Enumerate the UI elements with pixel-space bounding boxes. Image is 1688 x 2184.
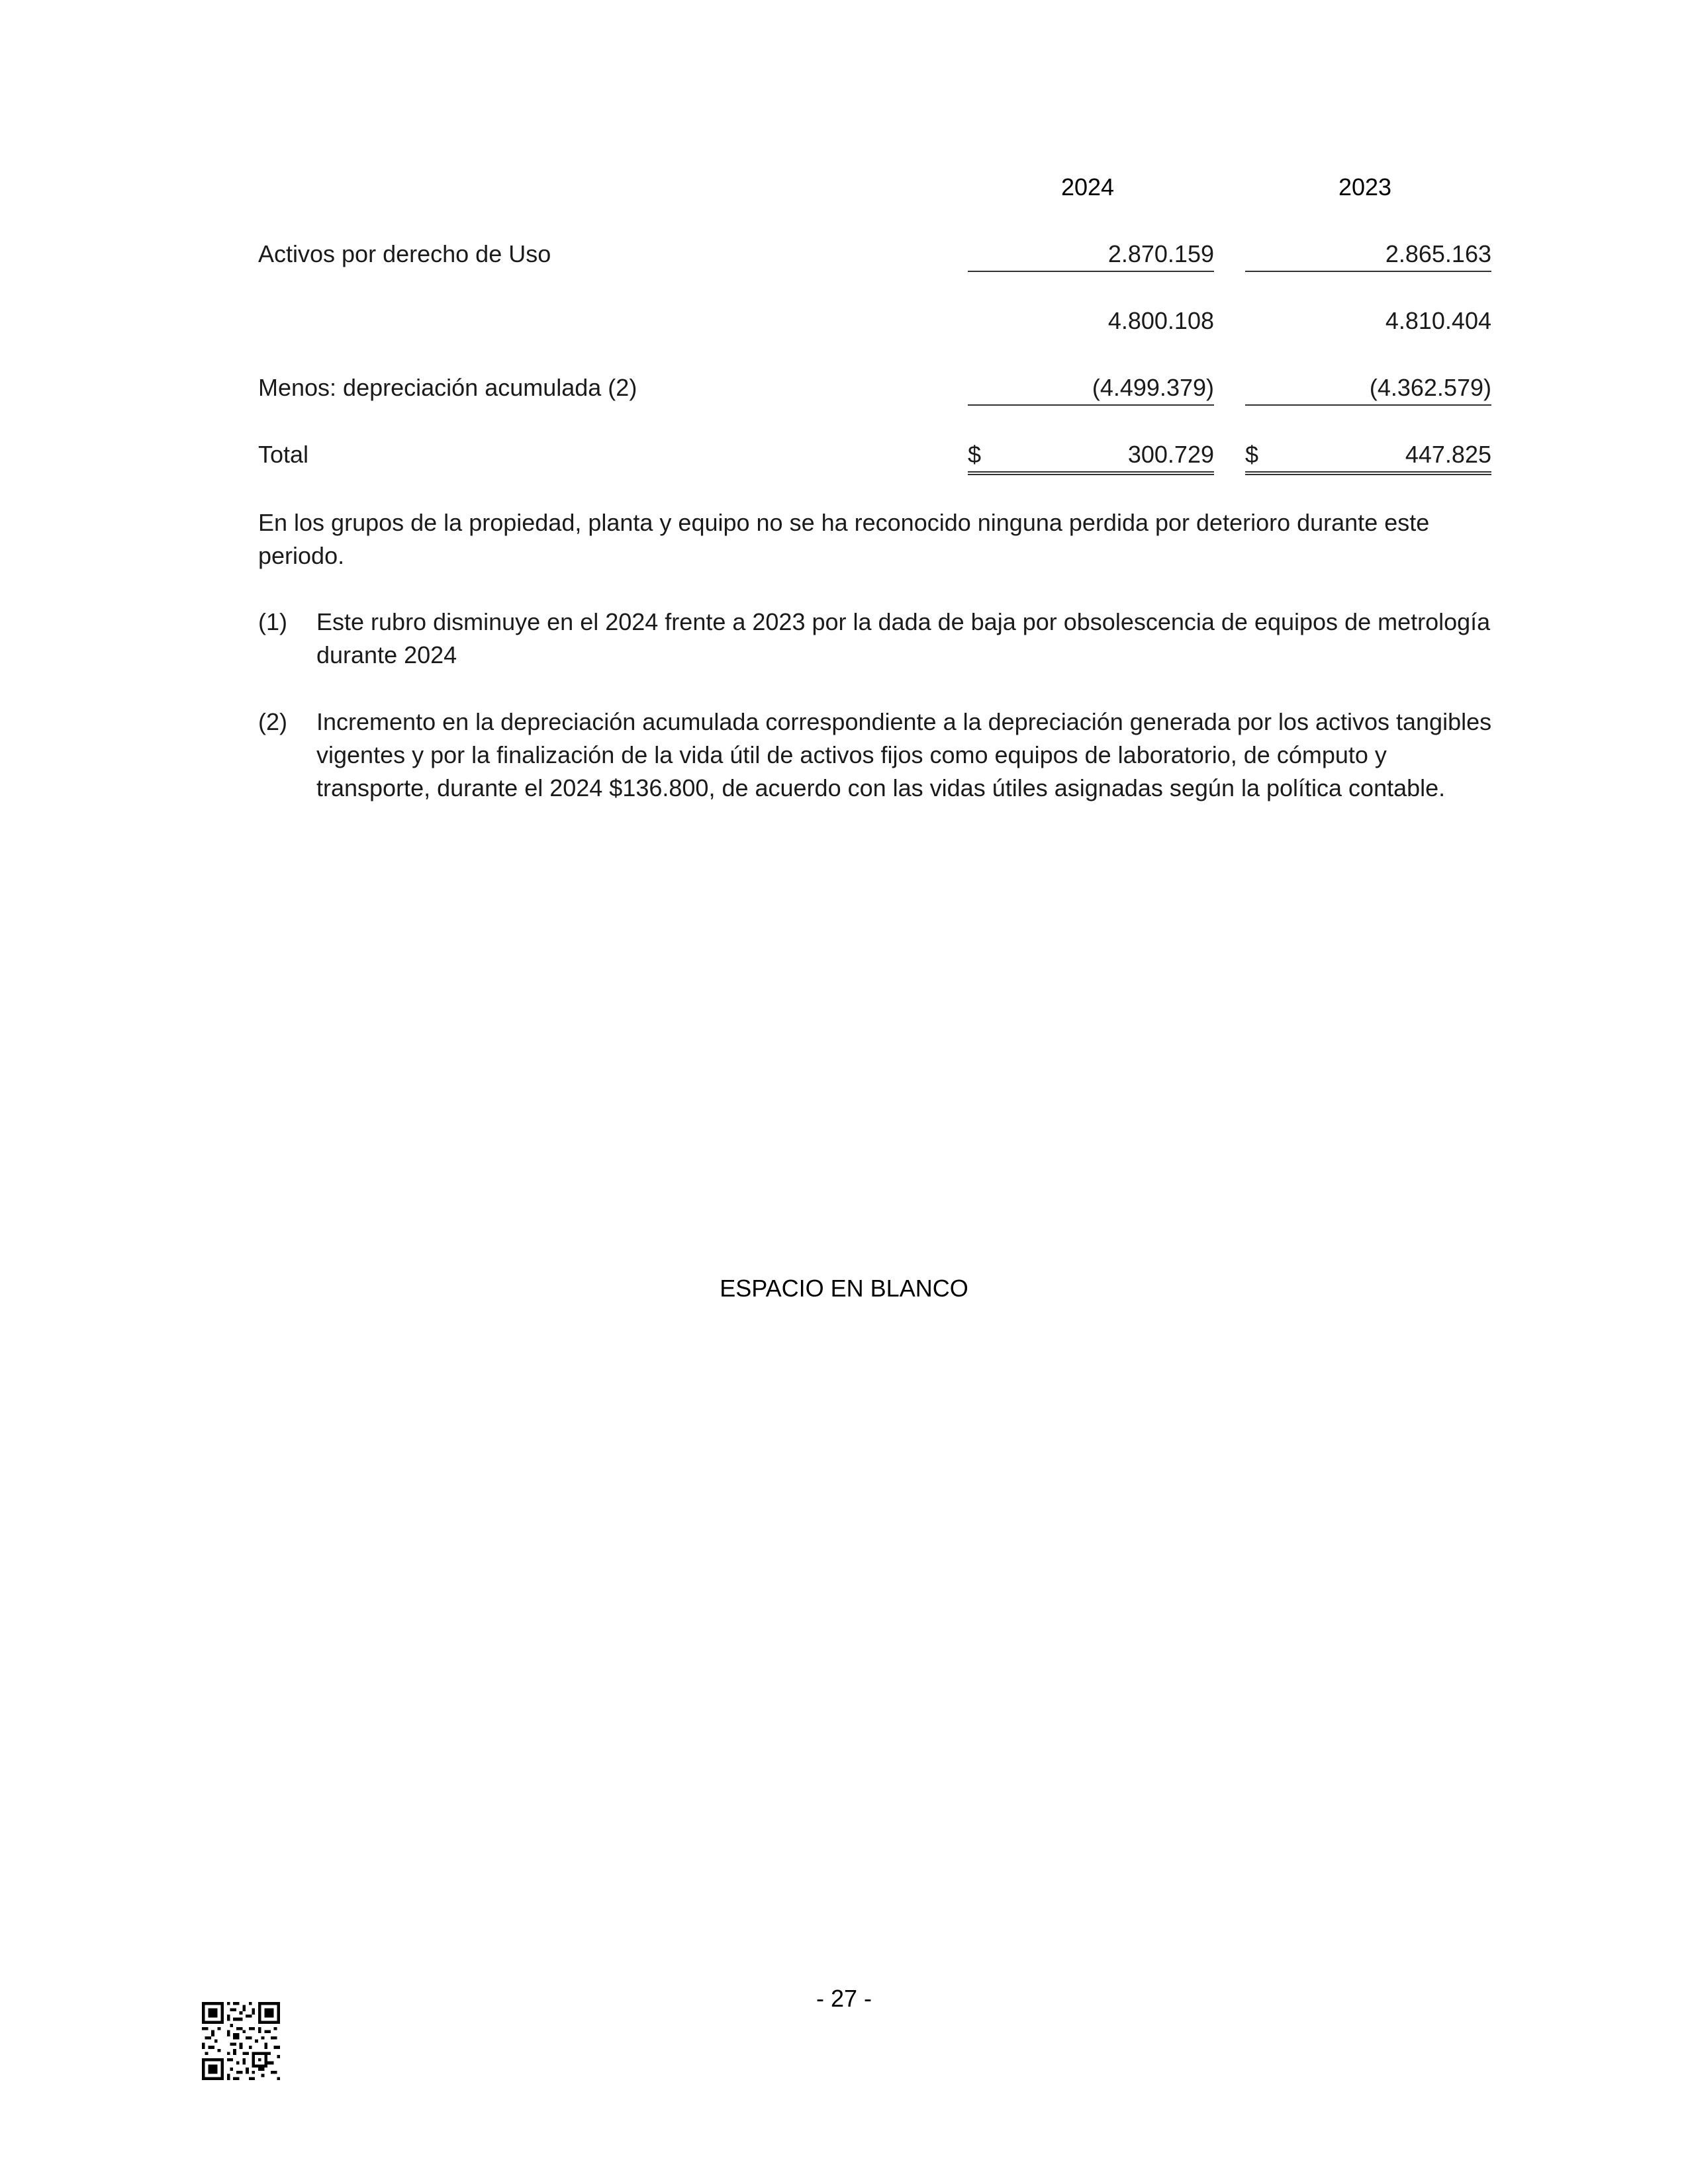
column-header-2024: 2024	[1060, 173, 1115, 201]
total-value-2024: 300.729	[968, 438, 1214, 475]
row-label-activos-derecho-uso: Activos por derecho de Uso	[258, 240, 551, 267]
depreciacion-value-2024: (4.499.379)	[968, 371, 1214, 406]
row-label-total: Total	[258, 441, 309, 468]
row-value-2024: 2.870.159	[968, 238, 1214, 272]
row-label-depreciacion: Menos: depreciación acumulada (2)	[258, 374, 637, 401]
currency-symbol-2024: $	[968, 441, 982, 468]
footnote-1-label: (1)	[258, 608, 287, 635]
footnote-2-label: (2)	[258, 708, 287, 735]
row-value-2023: 2.865.163	[1245, 238, 1491, 272]
total-value-2023: 447.825	[1245, 438, 1491, 475]
currency-symbol-2023: $	[1245, 441, 1259, 468]
blank-space-notice: ESPACIO EN BLANCO	[720, 1275, 968, 1302]
subtotal-value-2023: 4.810.404	[1385, 307, 1491, 334]
impairment-paragraph: En los grupos de la propiedad, planta y equipo no se ha reconocido ninguna perdida por deterioro durante este periodo.	[258, 509, 1430, 569]
page-number: - 27 -	[816, 1985, 872, 2012]
column-header-2023: 2023	[1338, 173, 1392, 201]
qr-code-icon	[202, 2002, 280, 2080]
depreciacion-value-2023: (4.362.579)	[1245, 371, 1491, 406]
subtotal-value-2024: 4.800.108	[1107, 307, 1214, 334]
footnote-1-text: Este rubro disminuye en el 2024 frente a 2023 por la dada de baja por obsolescencia de equipos de metrología durante 2024	[316, 608, 1491, 668]
footnote-2-text: Incremento en la depreciación acumulada correspondiente a la depreciación generada por los activos tangibles vigentes y por la finalización de la vida útil de activos fijos como equipos de laboratorio, de cómputo y transporte, durante el 2024 $136.800, de acuerdo con las vidas útiles asignadas según la política contable.	[316, 708, 1492, 801]
